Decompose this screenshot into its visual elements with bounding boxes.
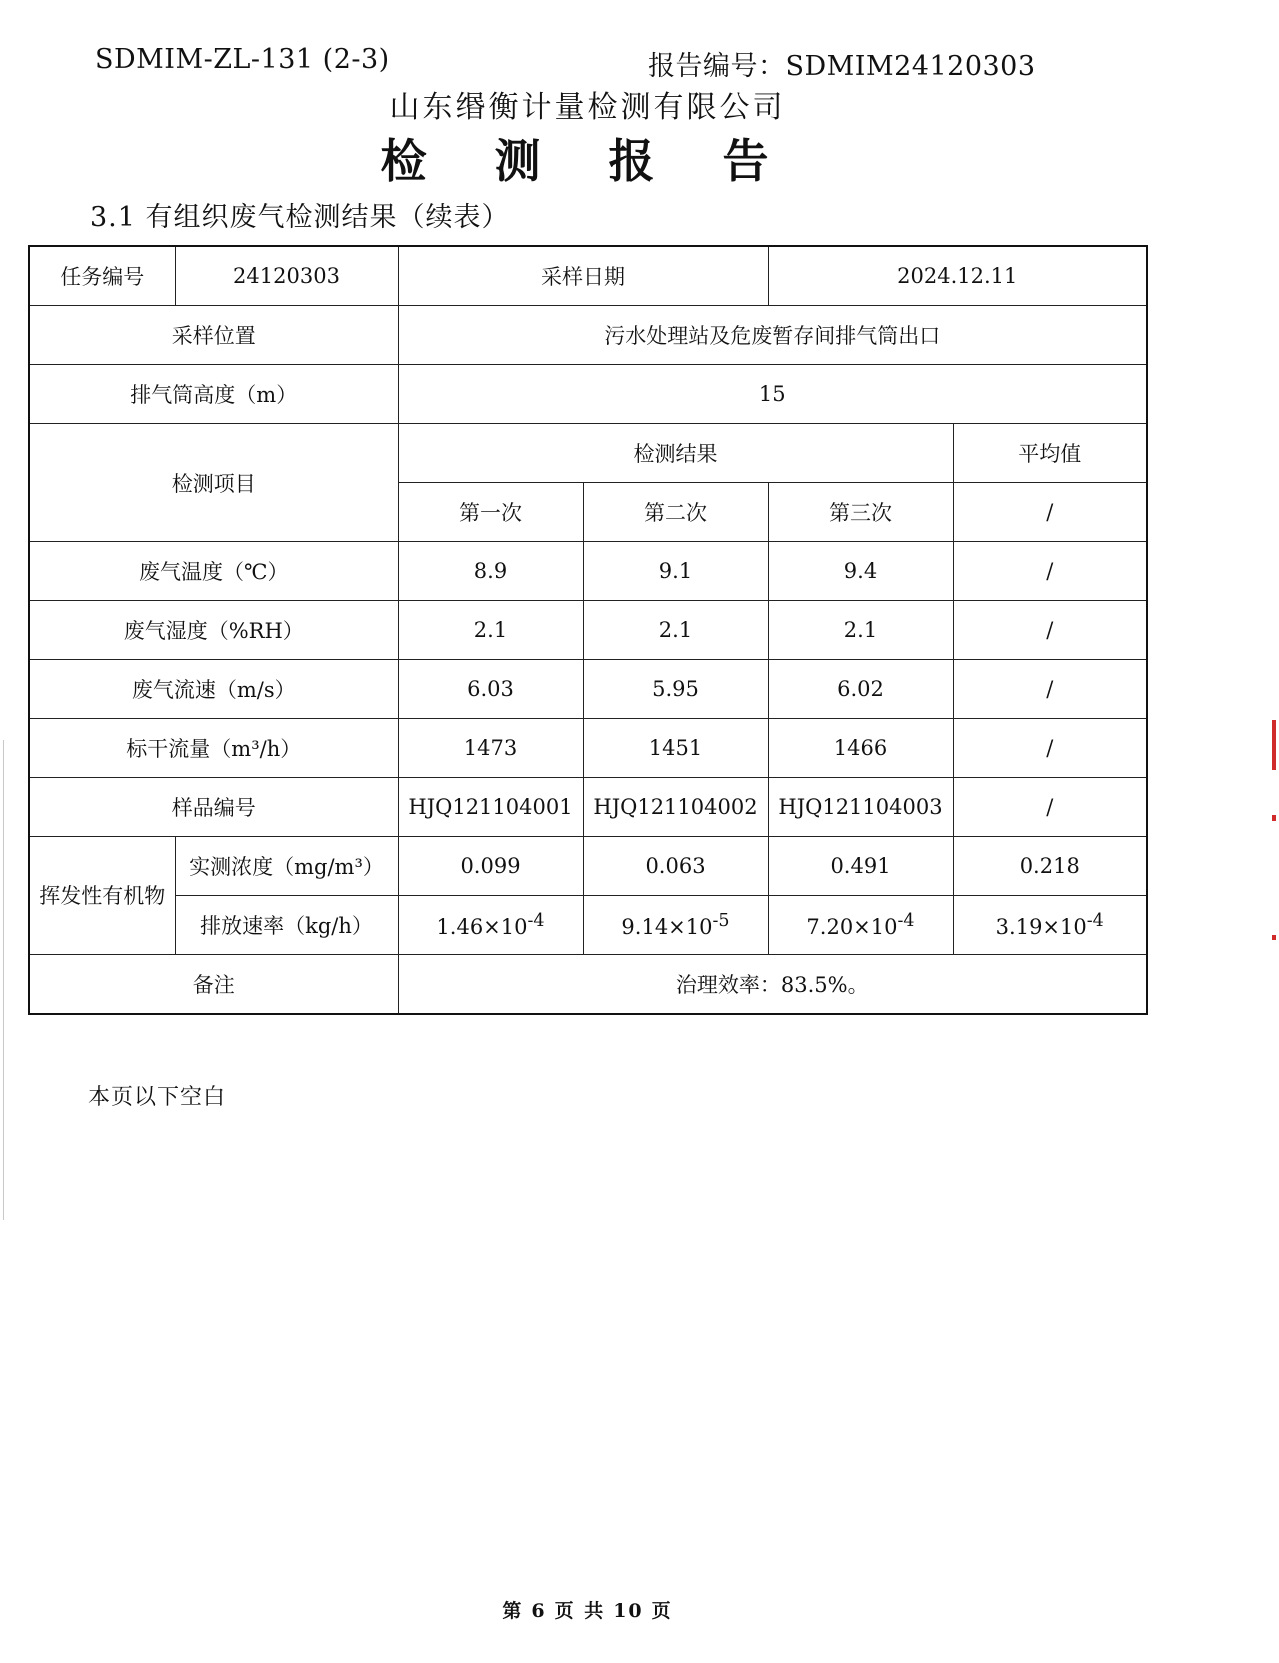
remark-label: 备注: [29, 955, 398, 1015]
page-suffix: 页: [651, 1600, 673, 1622]
form-code: SDMIM-ZL-131 (2-3): [95, 44, 390, 75]
average-header-slash: /: [953, 483, 1147, 542]
table-row-remark: [29, 955, 1147, 1015]
sample-no-label: 样品编号: [29, 778, 398, 837]
voc-concentration-run-3: 0.491: [768, 837, 953, 896]
table-row-flow: [29, 719, 1147, 778]
velocity-run-2: 5.95: [583, 660, 768, 719]
blank-below-note: 本页以下空白: [88, 1085, 227, 1110]
temperature-average: /: [953, 542, 1147, 601]
seal-fragment-bottom: [1272, 935, 1276, 940]
table-row-voc-concentration: [29, 837, 1147, 896]
humidity-label: 废气湿度（%RH）: [29, 601, 398, 660]
task-no-label: 任务编号: [29, 246, 175, 306]
run-1-header: 第一次: [398, 483, 583, 542]
document-title: 检 测 报 告: [380, 134, 795, 188]
page-footer: [0, 1596, 1175, 1623]
voc-emission-rate-average: [953, 896, 1147, 955]
voc-emission-rate-label: 排放速率（kg/h）: [175, 896, 398, 955]
seal-fragment-top: [1272, 720, 1276, 770]
table-row-velocity: [29, 660, 1147, 719]
voc-concentration-run-2: 0.063: [583, 837, 768, 896]
average-header: 平均值: [953, 424, 1147, 483]
section-title: 3.1 有组织废气检测结果（续表）: [90, 202, 510, 233]
stack-height-value: 15: [398, 365, 1147, 424]
flow-average: /: [953, 719, 1147, 778]
table-row-sample-no: [29, 778, 1147, 837]
temperature-label: 废气温度（℃）: [29, 542, 398, 601]
rate-mantissa: 1.46×10: [436, 915, 528, 939]
humidity-average: /: [953, 601, 1147, 660]
sampling-date-label: 采样日期: [398, 246, 768, 306]
voc-emission-rate-run-1: [398, 896, 583, 955]
voc-concentration-label: 实测浓度（mg/m³）: [175, 837, 398, 896]
flow-run-1: 1473: [398, 719, 583, 778]
results-header: 检测结果: [398, 424, 953, 483]
flow-run-3: 1466: [768, 719, 953, 778]
temperature-run-2: 9.1: [583, 542, 768, 601]
run-2-header: 第二次: [583, 483, 768, 542]
page-number: 6: [531, 1600, 547, 1622]
voc-emission-rate-run-2: [583, 896, 768, 955]
stack-height-label: 排气筒高度（m）: [29, 365, 398, 424]
location-value: 污水处理站及危废暂存间排气筒出口: [398, 306, 1147, 365]
rate-exponent: -4: [897, 911, 915, 931]
velocity-label: 废气流速（m/s）: [29, 660, 398, 719]
report-number: 报告编号：SDMIM24120303: [648, 51, 1036, 82]
velocity-average: /: [953, 660, 1147, 719]
humidity-run-2: 2.1: [583, 601, 768, 660]
sampling-date-value: 2024.12.11: [768, 246, 1147, 306]
temperature-run-1: 8.9: [398, 542, 583, 601]
voc-group-label: 挥发性有机物: [29, 837, 175, 955]
table-row-location: [29, 306, 1147, 365]
voc-concentration-run-1: 0.099: [398, 837, 583, 896]
table-row-task: [29, 246, 1147, 306]
run-3-header: 第三次: [768, 483, 953, 542]
temperature-run-3: 9.4: [768, 542, 953, 601]
page-total: 10: [613, 1600, 644, 1622]
sample-no-average: /: [953, 778, 1147, 837]
rate-mantissa: 3.19×10: [995, 915, 1087, 939]
table-row-humidity: [29, 601, 1147, 660]
company-name: 山东缗衡计量检测有限公司: [389, 90, 786, 125]
sample-no-run-1: HJQ121104001: [398, 778, 583, 837]
humidity-run-3: 2.1: [768, 601, 953, 660]
location-label: 采样位置: [29, 306, 398, 365]
voc-emission-rate-run-3: [768, 896, 953, 955]
velocity-run-1: 6.03: [398, 660, 583, 719]
sample-no-run-2: HJQ121104002: [583, 778, 768, 837]
humidity-run-1: 2.1: [398, 601, 583, 660]
table-row-temperature: [29, 542, 1147, 601]
flow-label: 标干流量（m³/h）: [29, 719, 398, 778]
voc-concentration-average: 0.218: [953, 837, 1147, 896]
rate-exponent: -5: [712, 911, 730, 931]
rate-mantissa: 9.14×10: [621, 915, 713, 939]
page-mid: 页 共: [554, 1600, 606, 1622]
table-row-voc-emission-rate: [29, 896, 1147, 955]
sample-no-run-3: HJQ121104003: [768, 778, 953, 837]
rate-exponent: -4: [1086, 911, 1104, 931]
velocity-run-3: 6.02: [768, 660, 953, 719]
page-prefix: 第: [502, 1600, 524, 1622]
table-row-stack-height: [29, 365, 1147, 424]
remark-value: 治理效率：83.5%。: [398, 955, 1147, 1015]
task-no-value: 24120303: [175, 246, 398, 306]
table-row-header-1: [29, 424, 1147, 483]
seal-fragment-mid: [1272, 815, 1276, 821]
item-header: 检测项目: [29, 424, 398, 542]
rate-mantissa: 7.20×10: [806, 915, 898, 939]
scan-page-edge: [3, 740, 4, 1220]
flow-run-2: 1451: [583, 719, 768, 778]
rate-exponent: -4: [527, 911, 545, 931]
results-table: [28, 245, 1148, 1015]
